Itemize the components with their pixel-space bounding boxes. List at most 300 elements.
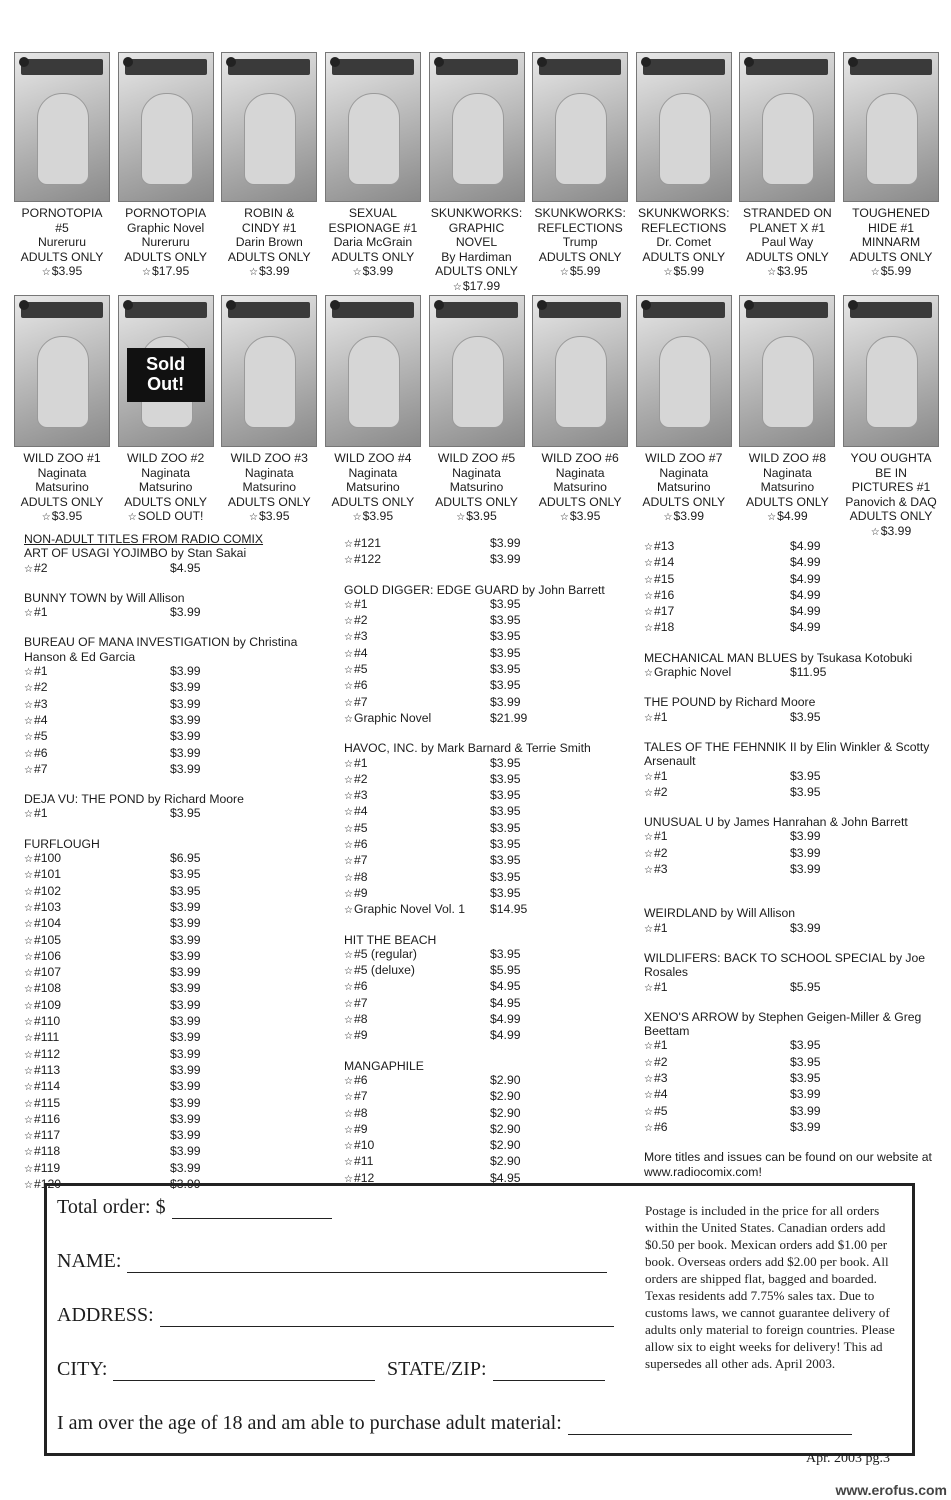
cover-image[interactable] [221,52,317,202]
issue-row[interactable] [644,829,944,845]
name-field[interactable] [57,1250,607,1273]
star-icon[interactable]: ☆ [127,512,137,524]
star-icon[interactable]: ☆ [24,902,33,914]
issue-number [344,1138,490,1154]
star-icon[interactable]: ☆ [644,574,653,586]
star-icon[interactable]: ☆ [644,1106,653,1118]
star-icon[interactable]: ☆ [644,1122,653,1134]
issue-number [344,837,490,853]
star-icon[interactable]: ☆ [344,758,353,770]
issue-number [24,933,170,949]
star-icon[interactable]: ☆ [344,1108,353,1120]
star-icon[interactable]: ☆ [344,949,353,961]
star-icon[interactable]: ☆ [644,1090,653,1102]
star-icon[interactable]: ☆ [559,267,569,279]
age-confirm-line[interactable] [568,1412,852,1435]
issue-row[interactable] [644,555,944,571]
issue-row[interactable] [24,851,324,867]
star-icon[interactable]: ☆ [24,1033,33,1045]
comic-cover[interactable] [636,295,732,541]
star-icon[interactable]: ☆ [24,732,33,744]
address-field[interactable] [57,1304,614,1327]
comic-cover[interactable] [14,52,110,296]
star-icon[interactable]: ☆ [644,607,653,619]
issue-row[interactable] [344,821,644,837]
issue-row[interactable] [24,900,324,916]
cover-masthead [125,302,207,318]
issue-number [24,884,170,900]
issue-price: $3.99 [170,1144,201,1159]
star-icon[interactable]: ☆ [344,872,353,884]
issue-row[interactable] [644,785,944,801]
cover-masthead [21,59,103,75]
city-field[interactable] [57,1358,375,1381]
issue-number [344,1012,490,1028]
star-icon[interactable]: ☆ [344,791,353,803]
star-icon[interactable]: ☆ [24,1000,33,1012]
star-icon[interactable]: ☆ [644,848,653,860]
cover-image[interactable] [14,295,110,447]
issue-row[interactable] [644,1087,944,1103]
star-icon[interactable]: ☆ [767,512,777,524]
issue-row[interactable] [644,710,944,726]
issue-row[interactable] [24,729,324,745]
cover-price: $3.99 [673,509,704,524]
star-icon[interactable]: ☆ [456,512,466,524]
star-icon[interactable]: ☆ [24,1017,33,1029]
star-icon[interactable]: ☆ [344,648,353,660]
cover-image[interactable] [739,52,835,202]
title-heading: BUNNY TOWN by Will Allison [24,590,185,605]
issue-row[interactable] [344,629,644,645]
issue-row[interactable] [344,646,644,662]
city-line[interactable] [113,1358,375,1381]
star-icon[interactable]: ☆ [452,281,462,293]
star-icon[interactable]: ☆ [644,865,653,877]
star-icon[interactable]: ☆ [344,681,353,693]
cover-image[interactable] [429,295,525,447]
issue-number [344,711,490,727]
star-icon[interactable]: ☆ [24,1147,33,1159]
star-icon[interactable]: ☆ [249,512,258,524]
comic-cover[interactable] [325,52,421,296]
issue-row[interactable] [644,862,944,878]
caption-line [349,206,397,221]
issue-row[interactable] [644,846,944,862]
issue-row[interactable] [24,664,324,680]
comic-cover[interactable] [14,295,110,541]
star-icon[interactable]: ☆ [644,771,653,783]
caption-text: PORNOTOPIA [21,206,103,220]
star-icon[interactable]: ☆ [24,1114,33,1126]
cover-image[interactable] [843,295,939,447]
star-icon[interactable]: ☆ [24,699,33,711]
issue-label: #5 [33,729,48,744]
issue-row[interactable] [24,605,324,621]
comic-cover[interactable] [636,52,732,296]
issue-number [344,695,490,711]
comic-cover[interactable] [843,52,939,296]
comic-cover[interactable] [118,52,214,296]
issue-row[interactable] [24,916,324,932]
issue-row[interactable] [24,1112,324,1128]
caption-line [456,509,496,526]
star-icon[interactable]: ☆ [344,555,353,567]
issue-row[interactable] [344,1028,644,1044]
star-icon[interactable]: ☆ [344,1075,353,1087]
star-icon[interactable]: ☆ [644,832,653,844]
caption-text: GRAPHIC [448,220,505,235]
cover-caption [228,451,311,526]
star-icon[interactable]: ☆ [344,1157,353,1169]
star-icon[interactable]: ☆ [24,886,33,898]
issue-number [344,1028,490,1044]
issue-row[interactable] [24,762,324,778]
star-icon[interactable]: ☆ [24,1065,33,1077]
cover-image[interactable] [636,52,732,202]
star-icon[interactable]: ☆ [24,809,33,821]
issue-row[interactable] [24,1030,324,1046]
caption-line [452,466,501,481]
cover-price: $17.95 [151,264,190,279]
issue-row[interactable] [24,561,324,577]
issue-row[interactable] [24,998,324,1014]
star-icon[interactable]: ☆ [344,807,353,819]
issue-row[interactable] [344,963,644,979]
issue-row[interactable] [344,552,644,568]
cover-image[interactable] [325,52,421,202]
star-icon[interactable]: ☆ [644,668,653,680]
star-icon[interactable]: ☆ [344,905,353,917]
star-icon[interactable]: ☆ [344,998,353,1010]
total-order-field[interactable] [57,1196,332,1219]
issue-number [24,949,170,965]
star-icon[interactable]: ☆ [344,1031,353,1043]
issue-label: #1 [653,768,668,783]
age-confirm-field[interactable] [57,1412,852,1435]
star-icon[interactable]: ☆ [24,870,33,882]
comic-cover[interactable] [532,52,628,296]
cover-figure [555,336,607,428]
issue-row[interactable] [24,1128,324,1144]
star-icon[interactable]: ☆ [344,774,353,786]
star-icon[interactable]: ☆ [644,623,653,635]
star-icon[interactable]: ☆ [24,1082,33,1094]
title-heading: THE POUND by Richard Moore [644,695,816,710]
issue-row[interactable] [344,804,644,820]
caption-text: Trump [562,235,598,250]
star-icon[interactable]: ☆ [352,267,362,279]
issue-row[interactable] [24,1161,324,1177]
star-icon[interactable]: ☆ [249,267,258,279]
issue-row[interactable] [644,620,944,636]
issue-row[interactable] [24,867,324,883]
comic-cover[interactable] [532,295,628,541]
issue-row[interactable] [344,788,644,804]
star-icon[interactable]: ☆ [344,539,353,550]
issue-row[interactable] [24,806,324,822]
star-icon[interactable]: ☆ [24,935,33,947]
star-icon[interactable]: ☆ [24,1049,33,1061]
star-icon[interactable]: ☆ [24,667,33,679]
issue-number [24,561,170,577]
star-icon[interactable]: ☆ [344,1015,353,1027]
star-icon[interactable]: ☆ [24,1163,33,1175]
star-icon[interactable]: ☆ [24,1179,33,1191]
star-icon[interactable]: ☆ [644,787,653,799]
issue-row[interactable] [344,662,644,678]
star-icon[interactable]: ☆ [24,951,33,963]
issue-row[interactable] [344,756,644,772]
cover-masthead [850,59,932,75]
publisher-logo-icon [19,300,29,310]
issue-row[interactable] [344,1154,644,1170]
issue-row[interactable] [344,947,644,963]
issue-row[interactable] [344,536,644,552]
star-icon[interactable]: ☆ [24,968,33,980]
star-icon[interactable]: ☆ [344,823,353,835]
issue-row[interactable] [24,1063,324,1079]
issue-row[interactable] [344,1106,644,1122]
star-icon[interactable]: ☆ [344,1173,353,1185]
caption-line [242,221,297,236]
issue-row[interactable] [24,746,324,762]
issue-row[interactable] [344,597,644,613]
catalog-column-3 [644,539,944,1193]
caption-text: PLANET X #1 [749,220,826,235]
caption-text: ADULTS ONLY [227,494,311,509]
issue-row[interactable] [644,1071,944,1087]
caption-line [659,466,708,481]
star-icon[interactable]: ☆ [663,267,673,279]
issue-row[interactable] [344,1012,644,1028]
star-icon[interactable]: ☆ [344,982,353,994]
issue-row[interactable] [24,713,324,729]
cover-caption [539,451,622,526]
issue-row[interactable] [24,1096,324,1112]
cover-caption [845,451,936,541]
star-icon[interactable]: ☆ [663,512,673,524]
star-icon[interactable]: ☆ [24,854,33,866]
issue-row[interactable] [24,981,324,997]
star-icon[interactable]: ☆ [344,1092,353,1104]
cover-image[interactable] [636,295,732,447]
star-icon[interactable]: ☆ [352,512,362,524]
issue-row[interactable] [344,870,644,886]
title-heading: DEJA VU: THE POND by Richard Moore [24,792,244,807]
star-icon[interactable]: ☆ [24,748,33,760]
star-icon[interactable]: ☆ [344,888,353,900]
issue-row[interactable] [644,1104,944,1120]
issue-row[interactable] [344,1089,644,1105]
star-icon[interactable]: ☆ [344,632,353,644]
cover-image[interactable] [325,295,421,447]
star-icon[interactable]: ☆ [644,712,653,724]
issue-row[interactable] [24,1014,324,1030]
issue-number [24,1030,170,1046]
star-icon[interactable]: ☆ [644,558,653,570]
star-icon[interactable]: ☆ [344,856,353,868]
cover-masthead [436,59,518,75]
non-adult-heading: NON-ADULT TITLES FROM RADIO COMIX [24,532,264,546]
cover-image[interactable] [843,52,939,202]
caption-text: Matsurino [656,480,711,495]
comic-cover[interactable] [739,295,835,541]
star-icon[interactable]: ☆ [644,982,653,994]
star-icon[interactable]: ☆ [24,764,33,776]
issue-row[interactable] [344,837,644,853]
issue-number [644,980,790,996]
issue-price: $4.99 [490,1012,521,1027]
issue-row[interactable] [644,769,944,785]
star-icon[interactable]: ☆ [644,542,653,553]
star-icon[interactable]: ☆ [870,267,880,279]
star-icon[interactable]: ☆ [41,267,51,279]
issue-price: $3.99 [790,1119,821,1134]
star-icon[interactable]: ☆ [644,590,653,602]
star-icon[interactable]: ☆ [344,840,353,852]
catalog-column-2 [344,536,644,1201]
star-icon[interactable]: ☆ [644,1041,653,1053]
caption-line [767,509,807,526]
issue-price: $3.99 [170,1046,201,1061]
issue-row[interactable] [644,665,944,681]
star-icon[interactable]: ☆ [344,1141,353,1153]
star-icon[interactable]: ☆ [141,267,151,279]
caption-text: WILD ZOO #7 [645,451,723,465]
caption-line [656,235,711,250]
star-icon[interactable]: ☆ [24,715,33,727]
cover-image[interactable] [532,295,628,447]
issue-row[interactable] [24,933,324,949]
star-icon[interactable]: ☆ [24,683,33,695]
issue-row[interactable] [644,539,944,555]
issue-price: $3.95 [490,946,521,961]
star-icon[interactable]: ☆ [870,526,880,538]
star-icon[interactable]: ☆ [644,1057,653,1069]
comic-cover[interactable] [221,52,317,296]
star-icon[interactable]: ☆ [41,512,51,524]
star-icon[interactable]: ☆ [24,984,33,996]
cover-image[interactable] [429,52,525,202]
comic-cover[interactable] [118,295,214,541]
star-icon[interactable]: ☆ [767,267,777,279]
issue-row[interactable] [644,572,944,588]
issue-row[interactable] [344,853,644,869]
star-icon[interactable]: ☆ [644,1074,653,1086]
comic-cover[interactable] [843,295,939,541]
issue-row[interactable] [344,1138,644,1154]
issue-row[interactable] [24,949,324,965]
issue-row[interactable] [644,1120,944,1136]
star-icon[interactable]: ☆ [644,923,653,935]
issue-row[interactable] [344,711,644,727]
issue-label: #3 [653,862,668,877]
issue-row[interactable] [644,1055,944,1071]
issue-row[interactable] [344,772,644,788]
issue-row[interactable] [24,965,324,981]
cover-image[interactable] [14,52,110,202]
caption-text: Naginata [141,465,191,480]
star-icon[interactable]: ☆ [344,665,353,677]
issue-number [24,1128,170,1144]
cover-image[interactable] [532,52,628,202]
issue-number [344,886,490,902]
caption-line [23,451,100,466]
issue-row[interactable] [644,980,944,996]
comic-cover[interactable] [325,295,421,541]
name-line[interactable] [127,1250,607,1273]
cover-masthead [21,302,103,318]
issue-row[interactable] [24,884,324,900]
issue-label: #3 [33,696,48,711]
website-note: More titles and issues can be found on our website at www.radiocomix.com! [644,1150,932,1179]
star-icon[interactable]: ☆ [344,966,353,978]
cover-image[interactable] [118,52,214,202]
issue-label: #105 [33,932,62,947]
issue-price: $2.90 [490,1089,521,1104]
issue-row[interactable] [644,1038,944,1054]
issue-row[interactable] [644,588,944,604]
issue-row[interactable] [344,979,644,995]
comic-cover[interactable] [429,52,525,296]
star-icon[interactable]: ☆ [559,512,569,524]
star-icon[interactable]: ☆ [24,919,33,931]
star-icon[interactable]: ☆ [344,1124,353,1136]
issue-row[interactable] [344,695,644,711]
issue-row[interactable] [24,680,324,696]
issue-label: #107 [33,965,62,980]
state-zip-field[interactable] [387,1358,605,1381]
issue-row[interactable] [24,697,324,713]
star-icon[interactable]: ☆ [344,713,353,725]
title-section [644,740,944,801]
total-order-line[interactable] [172,1196,332,1219]
comic-cover[interactable] [429,295,525,541]
star-icon[interactable]: ☆ [24,1098,33,1110]
cover-image[interactable] [221,295,317,447]
issue-price: $4.95 [170,560,201,575]
star-icon[interactable]: ☆ [24,608,33,620]
caption-text: WILD ZOO #1 [23,451,101,465]
issue-row[interactable] [24,1079,324,1095]
issue-row[interactable] [644,604,944,620]
issue-row[interactable] [344,1122,644,1138]
star-icon[interactable]: ☆ [344,599,353,611]
issue-row[interactable] [344,613,644,629]
issue-row[interactable] [344,902,644,918]
comic-cover[interactable] [739,52,835,296]
cover-image[interactable] [739,295,835,447]
address-line[interactable] [160,1304,614,1327]
state-zip-line[interactable] [493,1358,605,1381]
star-icon[interactable]: ☆ [24,1131,33,1143]
issue-row[interactable] [344,886,644,902]
star-icon[interactable]: ☆ [24,563,33,575]
issue-row[interactable] [24,1047,324,1063]
issue-row[interactable] [344,1073,644,1089]
cover-masthead [539,302,621,318]
issue-row[interactable] [344,678,644,694]
issue-row[interactable] [344,996,644,1012]
star-icon[interactable]: ☆ [344,697,353,709]
issue-row[interactable] [24,1144,324,1160]
caption-text: Matsurino [138,480,193,495]
issue-row[interactable] [644,921,944,937]
comic-cover[interactable] [221,295,317,541]
cover-image[interactable] [118,295,214,447]
star-icon[interactable]: ☆ [344,616,353,628]
